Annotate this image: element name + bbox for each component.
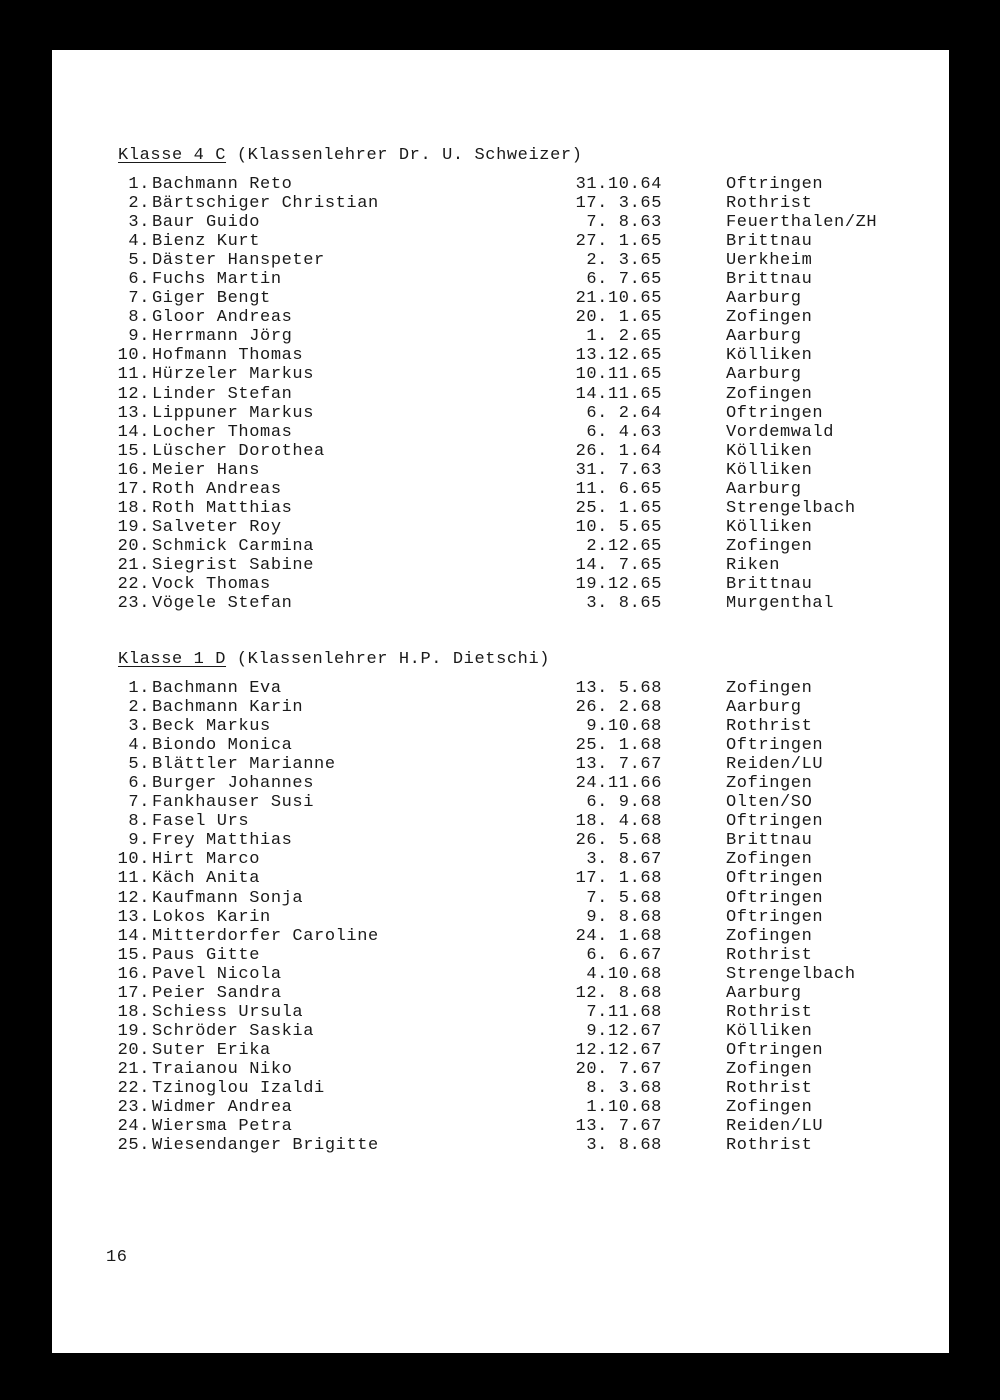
entry-number: 19. [117, 517, 150, 537]
list-item [102, 698, 922, 717]
hometown: Brittnau [726, 574, 813, 594]
birth-date: 19.12.65 [575, 574, 662, 594]
entry-number: 2. [128, 698, 150, 718]
entry-number: 9. [128, 327, 150, 347]
student-name: Bachmann Karin [152, 698, 304, 718]
hometown: Aarburg [726, 479, 802, 499]
section-title: Klasse 4 C [118, 146, 227, 165]
birth-date: 9.10.68 [586, 717, 662, 737]
hometown: Olten/SO [726, 793, 813, 813]
student-name: Roth Andreas [152, 479, 282, 499]
list-item [102, 270, 922, 289]
entry-number: 1. [128, 175, 150, 194]
entry-number: 16. [117, 460, 150, 480]
student-name: Frey Matthias [152, 831, 293, 851]
student-name: Traianou Niko [152, 1059, 293, 1079]
list-item [102, 289, 922, 308]
student-name: Lokos Karin [152, 907, 271, 927]
hometown: Kölliken [726, 517, 813, 537]
birth-date: 12. 8.68 [575, 983, 662, 1003]
hometown: Zofingen [726, 774, 813, 794]
hometown: Oftringen [726, 869, 824, 889]
student-name: Beck Markus [152, 717, 271, 737]
entry-number: 5. [128, 755, 150, 775]
student-name: Käch Anita [152, 869, 261, 889]
list-item [102, 575, 922, 594]
birth-date: 27. 1.65 [575, 232, 662, 252]
entry-number: 22. [117, 574, 150, 594]
birth-date: 26. 1.64 [575, 441, 662, 461]
hometown: Zofingen [726, 1059, 813, 1079]
student-name: Schiess Ursula [152, 1002, 304, 1022]
student-name: Giger Bengt [152, 289, 271, 309]
list-item [102, 442, 922, 461]
list-item [102, 232, 922, 251]
hometown: Vordemwald [726, 422, 835, 442]
birth-date: 21.10.65 [575, 289, 662, 309]
birth-date: 1. 2.65 [586, 327, 662, 347]
entry-number: 18. [117, 498, 150, 518]
student-name: Lüscher Dorothea [152, 441, 325, 461]
student-name: Siegrist Sabine [152, 555, 315, 575]
list-item [102, 831, 922, 850]
birth-date: 6. 2.64 [586, 403, 662, 423]
hometown: Oftringen [726, 175, 824, 194]
entry-number: 5. [128, 251, 150, 271]
student-name: Fasel Urs [152, 812, 250, 832]
birth-date: 3. 8.68 [586, 1136, 662, 1156]
birth-date: 31.10.64 [575, 175, 662, 194]
hometown: Murgenthal [726, 594, 835, 614]
birth-date: 7. 8.63 [586, 213, 662, 233]
student-name: Baur Guido [152, 213, 261, 233]
birth-date: 18. 4.68 [575, 812, 662, 832]
section-heading-1d [118, 650, 550, 669]
list-item [102, 194, 922, 213]
entry-number: 8. [128, 812, 150, 832]
list-item [102, 327, 922, 346]
hometown: Oftringen [726, 907, 824, 927]
hometown: Rothrist [726, 1136, 813, 1156]
student-name: Kaufmann Sonja [152, 888, 304, 908]
student-name: Bienz Kurt [152, 232, 261, 252]
hometown: Oftringen [726, 888, 824, 908]
section-title: Klasse 1 D [118, 650, 227, 669]
list-item [102, 1098, 922, 1117]
list-item [102, 717, 922, 736]
hometown: Aarburg [726, 983, 802, 1003]
birth-date: 24. 1.68 [575, 926, 662, 946]
birth-date: 20. 7.67 [575, 1059, 662, 1079]
entry-number: 22. [117, 1078, 150, 1098]
student-name: Blättler Marianne [152, 755, 336, 775]
list-item [102, 518, 922, 537]
birth-date: 31. 7.63 [575, 460, 662, 480]
list-item [102, 537, 922, 556]
document-page [52, 50, 949, 1353]
list-item [102, 984, 922, 1003]
birth-date: 25. 1.65 [575, 498, 662, 518]
entry-number: 2. [128, 194, 150, 214]
student-name: Hürzeler Markus [152, 365, 315, 385]
entry-number: 24. [117, 1117, 150, 1137]
page-number: 16 [106, 1248, 128, 1267]
list-item [102, 793, 922, 812]
hometown: Kölliken [726, 346, 813, 366]
list-item [102, 965, 922, 984]
section-subtitle: (Klassenlehrer Dr. U. Schweizer) [236, 146, 583, 165]
student-name: Vögele Stefan [152, 594, 293, 614]
hometown: Zofingen [726, 850, 813, 870]
student-name: Bachmann Reto [152, 175, 293, 194]
student-name: Linder Stefan [152, 384, 293, 404]
birth-date: 13. 7.67 [575, 755, 662, 775]
birth-date: 26. 5.68 [575, 831, 662, 851]
section-subtitle: (Klassenlehrer H.P. Dietschi) [236, 650, 551, 669]
hometown: Uerkheim [726, 251, 813, 271]
entry-number: 14. [117, 926, 150, 946]
student-list-1d [102, 679, 922, 1155]
student-name: Hofmann Thomas [152, 346, 304, 366]
hometown: Aarburg [726, 289, 802, 309]
birth-date: 20. 1.65 [575, 308, 662, 328]
hometown: Feuerthalen/ZH [726, 213, 878, 233]
student-name: Schröder Saskia [152, 1021, 315, 1041]
birth-date: 17. 3.65 [575, 194, 662, 214]
list-item [102, 365, 922, 384]
student-name: Widmer Andrea [152, 1098, 293, 1118]
hometown: Oftringen [726, 1040, 824, 1060]
entry-number: 9. [128, 831, 150, 851]
entry-number: 18. [117, 1002, 150, 1022]
hometown: Brittnau [726, 831, 813, 851]
birth-date: 24.11.66 [575, 774, 662, 794]
birth-date: 13. 7.67 [575, 1117, 662, 1137]
entry-number: 25. [117, 1136, 150, 1156]
birth-date: 9. 8.68 [586, 907, 662, 927]
entry-number: 23. [117, 594, 150, 614]
hometown: Aarburg [726, 365, 802, 385]
hometown: Brittnau [726, 270, 813, 290]
entry-number: 19. [117, 1021, 150, 1041]
hometown: Zofingen [726, 308, 813, 328]
student-name: Suter Erika [152, 1040, 271, 1060]
birth-date: 3. 8.67 [586, 850, 662, 870]
birth-date: 13.12.65 [575, 346, 662, 366]
entry-number: 23. [117, 1098, 150, 1118]
birth-date: 9.12.67 [586, 1021, 662, 1041]
hometown: Zofingen [726, 384, 813, 404]
list-item [102, 1060, 922, 1079]
entry-number: 14. [117, 422, 150, 442]
entry-number: 6. [128, 270, 150, 290]
birth-date: 12.12.67 [575, 1040, 662, 1060]
entry-number: 3. [128, 213, 150, 233]
list-item [102, 869, 922, 888]
entry-number: 15. [117, 945, 150, 965]
birth-date: 7. 5.68 [586, 888, 662, 908]
student-name: Fankhauser Susi [152, 793, 315, 813]
list-item [102, 679, 922, 698]
entry-number: 12. [117, 888, 150, 908]
birth-date: 7.11.68 [586, 1002, 662, 1022]
student-name: Bärtschiger Christian [152, 194, 379, 214]
hometown: Aarburg [726, 327, 802, 347]
hometown: Strengelbach [726, 964, 856, 984]
birth-date: 1.10.68 [586, 1098, 662, 1118]
birth-date: 14. 7.65 [575, 555, 662, 575]
student-name: Lippuner Markus [152, 403, 315, 423]
entry-number: 1. [128, 679, 150, 698]
list-item [102, 755, 922, 774]
entry-number: 8. [128, 308, 150, 328]
birth-date: 6. 4.63 [586, 422, 662, 442]
entry-number: 15. [117, 441, 150, 461]
student-name: Salveter Roy [152, 517, 282, 537]
birth-date: 2.12.65 [586, 536, 662, 556]
student-name: Pavel Nicola [152, 964, 282, 984]
hometown: Brittnau [726, 232, 813, 252]
student-name: Mitterdorfer Caroline [152, 926, 379, 946]
student-name: Roth Matthias [152, 498, 293, 518]
hometown: Reiden/LU [726, 1117, 824, 1137]
student-name: Paus Gitte [152, 945, 261, 965]
hometown: Riken [726, 555, 781, 575]
list-item [102, 774, 922, 793]
entry-number: 4. [128, 736, 150, 756]
list-item [102, 889, 922, 908]
hometown: Oftringen [726, 736, 824, 756]
list-item [102, 594, 922, 613]
entry-number: 6. [128, 774, 150, 794]
hometown: Rothrist [726, 1078, 813, 1098]
birth-date: 11. 6.65 [575, 479, 662, 499]
list-item [102, 1022, 922, 1041]
hometown: Strengelbach [726, 498, 856, 518]
hometown: Aarburg [726, 698, 802, 718]
entry-number: 16. [117, 964, 150, 984]
student-name: Vock Thomas [152, 574, 271, 594]
list-item [102, 480, 922, 499]
birth-date: 4.10.68 [586, 964, 662, 984]
hometown: Reiden/LU [726, 755, 824, 775]
hometown: Kölliken [726, 1021, 813, 1041]
hometown: Rothrist [726, 1002, 813, 1022]
entry-number: 20. [117, 1040, 150, 1060]
hometown: Zofingen [726, 679, 813, 698]
list-item [102, 736, 922, 755]
hometown: Oftringen [726, 812, 824, 832]
student-name: Fuchs Martin [152, 270, 282, 290]
hometown: Rothrist [726, 945, 813, 965]
birth-date: 6. 7.65 [586, 270, 662, 290]
hometown: Kölliken [726, 441, 813, 461]
list-item [102, 308, 922, 327]
student-name: Bachmann Eva [152, 679, 282, 698]
list-item [102, 461, 922, 480]
student-name: Schmick Carmina [152, 536, 315, 556]
entry-number: 3. [128, 717, 150, 737]
student-name: Wiesendanger Brigitte [152, 1136, 379, 1156]
student-name: Wiersma Petra [152, 1117, 293, 1137]
list-item [102, 850, 922, 869]
list-item [102, 251, 922, 270]
student-name: Locher Thomas [152, 422, 293, 442]
entry-number: 12. [117, 384, 150, 404]
birth-date: 10. 5.65 [575, 517, 662, 537]
list-item [102, 346, 922, 365]
list-item [102, 385, 922, 404]
entry-number: 7. [128, 289, 150, 309]
student-list-4c [102, 175, 922, 613]
list-item [102, 1079, 922, 1098]
hometown: Rothrist [726, 194, 813, 214]
list-item [102, 1003, 922, 1022]
list-item [102, 213, 922, 232]
student-name: Biondo Monica [152, 736, 293, 756]
hometown: Kölliken [726, 460, 813, 480]
student-name: Burger Johannes [152, 774, 315, 794]
list-item [102, 423, 922, 442]
entry-number: 11. [117, 365, 150, 385]
hometown: Zofingen [726, 1098, 813, 1118]
list-item [102, 556, 922, 575]
student-name: Hirt Marco [152, 850, 261, 870]
entry-number: 13. [117, 907, 150, 927]
section-heading-4c [118, 146, 583, 165]
entry-number: 21. [117, 555, 150, 575]
list-item [102, 175, 922, 194]
entry-number: 10. [117, 346, 150, 366]
birth-date: 6. 6.67 [586, 945, 662, 965]
list-item [102, 404, 922, 423]
birth-date: 3. 8.65 [586, 594, 662, 614]
list-item [102, 946, 922, 965]
hometown: Zofingen [726, 926, 813, 946]
student-name: Tzinoglou Izaldi [152, 1078, 325, 1098]
birth-date: 26. 2.68 [575, 698, 662, 718]
hometown: Rothrist [726, 717, 813, 737]
student-name: Meier Hans [152, 460, 261, 480]
birth-date: 14.11.65 [575, 384, 662, 404]
entry-number: 4. [128, 232, 150, 252]
list-item [102, 1136, 922, 1155]
list-item [102, 812, 922, 831]
birth-date: 2. 3.65 [586, 251, 662, 271]
birth-date: 25. 1.68 [575, 736, 662, 756]
list-item [102, 908, 922, 927]
hometown: Oftringen [726, 403, 824, 423]
student-name: Gloor Andreas [152, 308, 293, 328]
list-item [102, 499, 922, 518]
hometown: Zofingen [726, 536, 813, 556]
entry-number: 20. [117, 536, 150, 556]
entry-number: 21. [117, 1059, 150, 1079]
entry-number: 17. [117, 983, 150, 1003]
student-name: Däster Hanspeter [152, 251, 325, 271]
student-name: Peier Sandra [152, 983, 282, 1003]
list-item [102, 1117, 922, 1136]
birth-date: 13. 5.68 [575, 679, 662, 698]
list-item [102, 1041, 922, 1060]
birth-date: 17. 1.68 [575, 869, 662, 889]
entry-number: 13. [117, 403, 150, 423]
birth-date: 10.11.65 [575, 365, 662, 385]
student-name: Herrmann Jörg [152, 327, 293, 347]
entry-number: 10. [117, 850, 150, 870]
entry-number: 7. [128, 793, 150, 813]
entry-number: 11. [117, 869, 150, 889]
list-item [102, 927, 922, 946]
entry-number: 17. [117, 479, 150, 499]
birth-date: 8. 3.68 [586, 1078, 662, 1098]
birth-date: 6. 9.68 [586, 793, 662, 813]
